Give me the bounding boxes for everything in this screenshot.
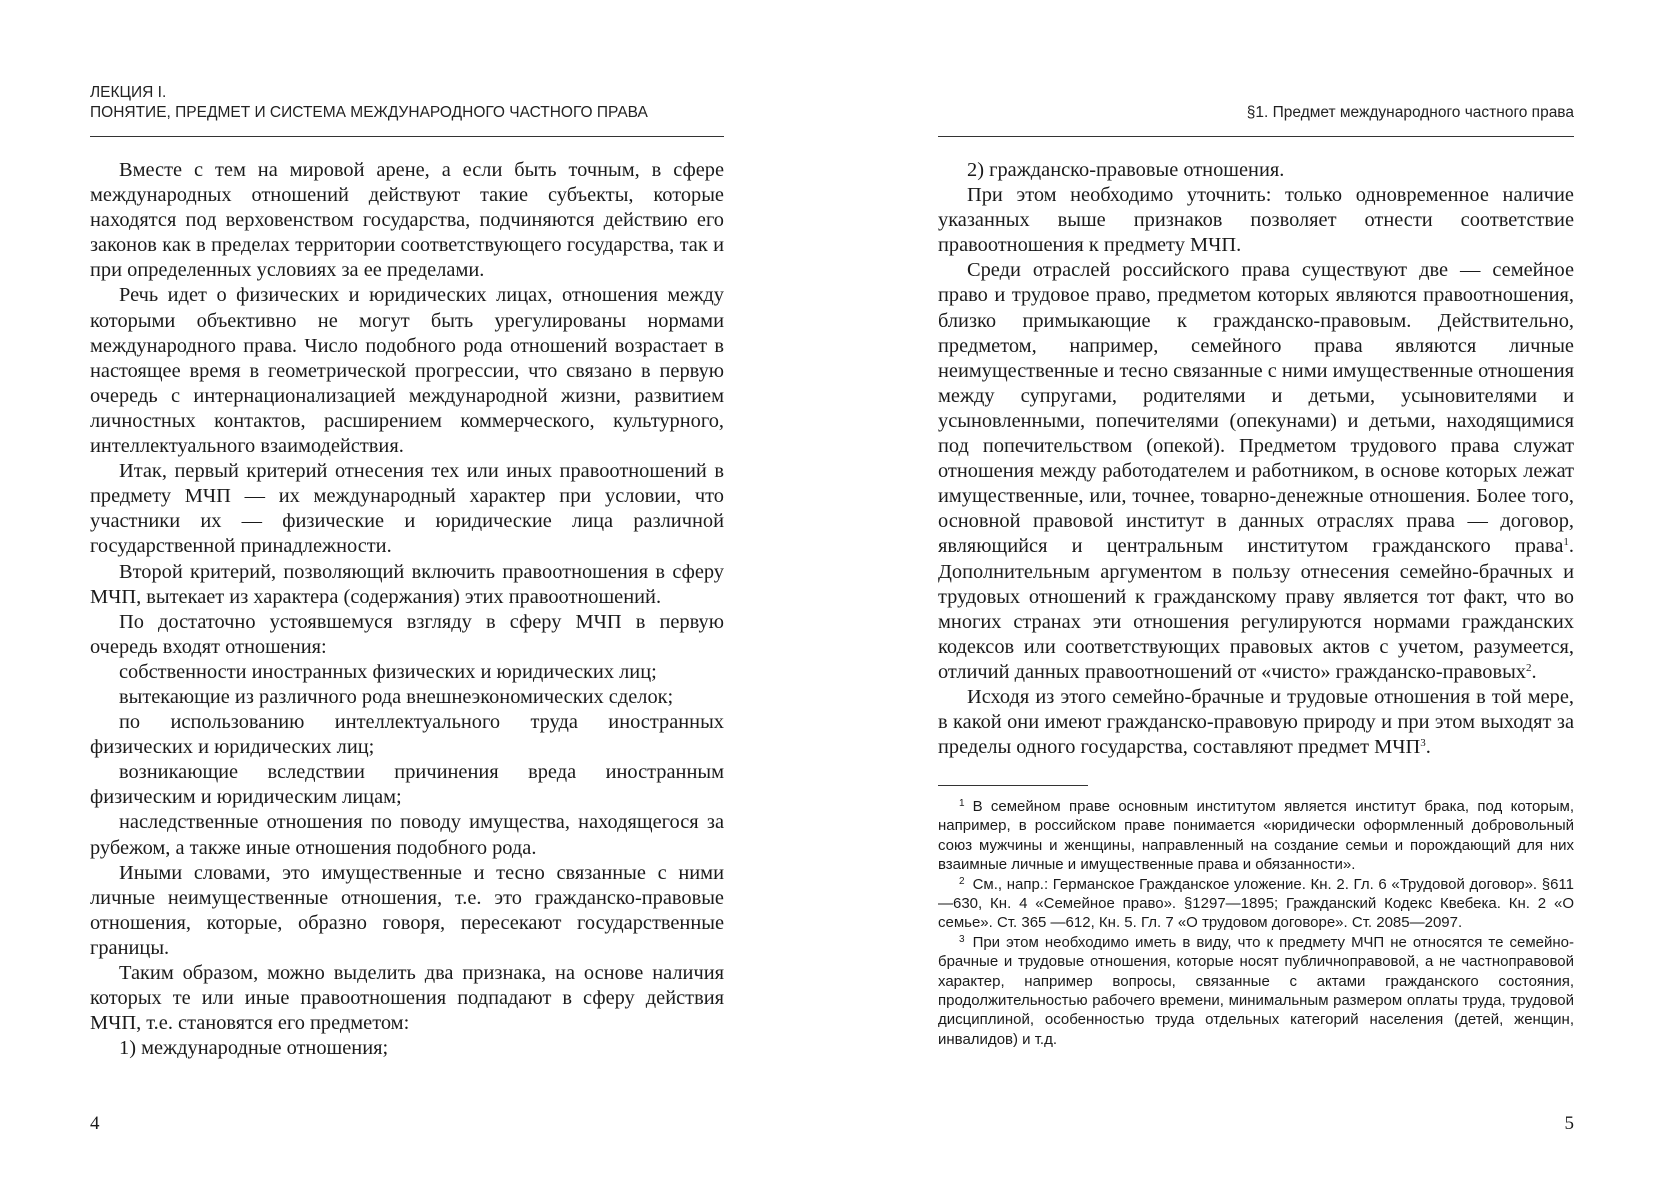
paragraph bbox=[938, 258, 1574, 685]
paragraph-text: . bbox=[1425, 736, 1431, 759]
paragraph: При этом необходимо уточнить: только одновременное наличие указанных выше признаков позволяет отнести соответствие правоотношения к предмету МЧП. bbox=[938, 184, 1574, 257]
body-text-right bbox=[938, 158, 1574, 760]
footnote bbox=[938, 933, 1574, 1049]
running-header-right bbox=[938, 83, 1574, 157]
paragraph: Итак, первый критерий отнесения тех или иных правоотношений в предмету МЧП — их международный характер при условии, что участники их — физические и юридические лица различной государственной принадлежности. bbox=[90, 460, 724, 558]
paragraph: Вместе с тем на мировой арене, а если быть точным, в сфере международных отношений действуют такие субъекты, которые находятся под верховенством государства, подчиняются действию его законов как в пределах территории соответствующего государства, так и при определенных условиях за ее пределами. bbox=[90, 159, 724, 282]
paragraph: По достаточно устоявшемуся взгляду в сферу МЧП в первую очередь входят отношения: bbox=[90, 610, 724, 658]
lecture-label: ЛЕКЦИЯ I. bbox=[90, 84, 167, 101]
footnote-ref[interactable]: 3 bbox=[1420, 737, 1426, 750]
body-text-left bbox=[90, 158, 724, 1061]
lecture-title: ПОНЯТИЕ, ПРЕДМЕТ И СИСТЕМА МЕЖДУНАРОДНОГО ЧАСТНОГО ПРАВА bbox=[90, 104, 648, 121]
paragraph-text: Среди отраслей российского права существуют две — семейное право и трудовое право, предметом которых являются правоотношения, близко примыкающие к гражданско-правовым. Действительно, предметом, например, семейного права являются личные неимущественные и тесно связанные с ними имущественные отношения между супругами, родителями и детьми, усыновителями и усыновленными, попечителями (опекунами) и детьми, находящимися под попечительством (опекой). Предметом трудового права служат отношения между работодателем и работником, в основе которых лежат имущественные, или, точнее, товарно-денежные отношения. Более того, основной правовой институт в данных отраслях права — договор, являющийся и центральным институтом гражданского права bbox=[938, 259, 1574, 558]
section-title: §1. Предмет международного частного права bbox=[1246, 104, 1574, 121]
footnotes bbox=[938, 797, 1574, 1049]
footnote-ref[interactable]: 2 bbox=[1526, 661, 1532, 674]
footnote-mark: 2 bbox=[959, 875, 965, 887]
left-page bbox=[90, 0, 724, 1199]
paragraph: 2) гражданско-правовые отношения. bbox=[967, 159, 1285, 181]
page-number: 4 bbox=[90, 1113, 100, 1134]
footnote-mark: 1 bbox=[959, 798, 965, 809]
footnote-mark: 3 bbox=[959, 933, 965, 945]
paragraph: Таким образом, можно выделить два признака, на основе наличия которых те или иные правоотношения подпадают в сферу действия МЧП, т.е. становятся его предметом: bbox=[90, 962, 724, 1035]
footnote-rule bbox=[938, 785, 1088, 786]
paragraph-text: Исходя из этого семейно-брачные и трудовые отношения в той мере, в какой они имеют гражданско-правовую природу и при этом выходят за пределы одного государства, составляют предмет МЧП bbox=[938, 685, 1574, 759]
footnote-text: В семейном праве основным институтом является институт брака, под которым, например, в российском праве понимается «юридически оформленный добровольный союз мужчины и женщины, направленный на создание семьи и порождающий для них взаимные личные и имущественные права и обязанности». bbox=[938, 798, 1574, 874]
paragraph: Второй критерий, позволяющий включить правоотношения в сферу МЧП, вытекает из характера (содержания) этих правоотношений. bbox=[90, 560, 724, 608]
paragraph: 1) международные отношения; bbox=[119, 1037, 389, 1060]
paragraph: Речь идет о физических и юридических лицах, отношения между которыми объективно не могут быть урегулированы нормами международного права. Число подобного рода отношений возрастает в настоящее время в геометрической прогрессии, что связано в первую очередь с интернационализацией международной жизни, развитием личностных контактов, расширением коммерческого, культурного, интеллектуального взаимодействия. bbox=[90, 284, 724, 458]
footnote bbox=[938, 875, 1574, 933]
list-item: наследственные отношения по поводу имущества, находящегося за рубежом, а также иные отношения подобного рода. bbox=[90, 811, 724, 859]
running-header-left bbox=[90, 83, 724, 137]
page-number: 5 bbox=[1564, 1113, 1574, 1134]
paragraph-text: . bbox=[1531, 660, 1537, 683]
footnote-text: См., напр.: Германское Гражданское уложение. Кн. 2. Гл. 6 «Трудовой договор». §611—630, Кн. 4 «Семейное право». §1297—1895; Гражданский Кодекс Квебека. Кн. 2 «О семье». Ст. 365 —612, Кн. 5. Гл. 7 «О трудовом договоре». Ст. 2085—2097. bbox=[938, 875, 1574, 932]
list-item: возникающие вследствии причинения вреда иностранным физическим и юридическим лицам; bbox=[90, 761, 724, 809]
paragraph: Иными словами, это имущественные и тесно связанные с ними личные неимущественные отношения, т.е. это гражданско-правовые отношения, которые, образно говоря, пересекают государственные границы. bbox=[90, 861, 724, 959]
footnote bbox=[938, 797, 1574, 875]
list-item: собственности иностранных физических и юридических лиц; bbox=[119, 660, 657, 683]
paragraph bbox=[938, 685, 1574, 760]
paragraph-text: . Дополнительным аргументом в пользу отнесения семейно-брачных и трудовых отношений к гражданскому праву является тот факт, что во многих странах эти отношения регулируются нормами гражданских кодексов или соответствующих правовых актов с учетом, разумеется, отличий данных правоотношений от «чисто» гражданско-правовых bbox=[938, 535, 1574, 683]
footnote-ref[interactable]: 1 bbox=[1563, 536, 1569, 549]
header-rule bbox=[90, 136, 724, 137]
list-item: по использованию интеллектуального труда иностранных физических и юридических лиц; bbox=[90, 711, 724, 759]
list-item: вытекающие из различного рода внешнеэкономических сделок; bbox=[119, 685, 674, 708]
footnote-text: При этом необходимо иметь в виду, что к предмету МЧП не относятся те семейно-брачные и трудовые отношения, которые носят публичноправовой, а не частноправовой характер, например вопросы, связанные с актами гражданского состояния, продолжительностью рабочего времени, минимальным размером оплаты труда, трудовой дисциплиной, особенностью труда отдельных категорий населения (детей, женщин, инвалидов) и т.д. bbox=[938, 933, 1574, 1048]
header-rule bbox=[938, 136, 1574, 137]
right-page bbox=[938, 0, 1574, 1199]
